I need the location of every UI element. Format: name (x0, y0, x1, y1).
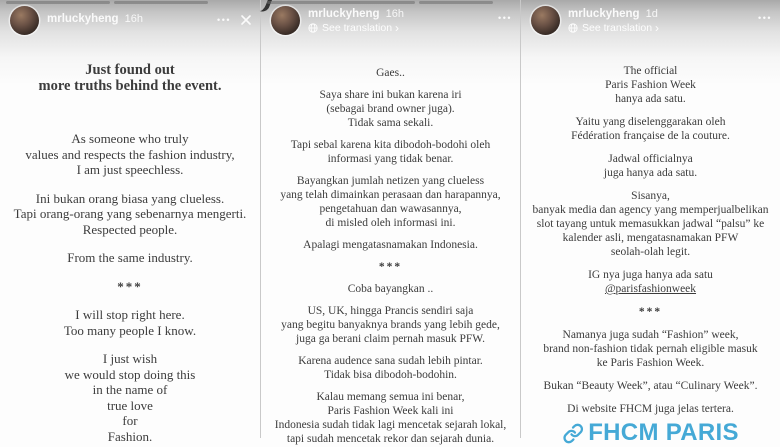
story-paragraph (261, 260, 520, 274)
text-line: yang begitu banyaknya brands yang lebih gede, (281, 319, 500, 331)
text-line: brand non-fashion tidak pernah eligible masuk (543, 343, 758, 355)
text-line: I just wish (102, 351, 158, 366)
avatar[interactable] (10, 6, 39, 35)
more-options-icon[interactable]: ••• (217, 14, 231, 25)
text-line: Fashion. (107, 428, 153, 444)
story-paragraph (521, 402, 780, 416)
text-line: Paris Fashion Week (605, 79, 696, 91)
text-line: Ini bukan orang biasa yang clueless. (35, 190, 225, 206)
progress-segment (114, 1, 208, 4)
fhcm-paris-link-label: FHCM PARIS (588, 419, 739, 446)
text-line: Apalagi mengatasnamakan Indonesia. (303, 239, 478, 251)
text-line: Karena audence sana sudah lebih pintar. (298, 355, 483, 367)
close-icon[interactable] (240, 14, 252, 26)
text-line: Namanya juga sudah “Fashion” week, (562, 329, 739, 341)
text-line: hanya ada satu. (615, 93, 686, 105)
text-line: As someone who truly (71, 131, 189, 146)
text-line: true love (107, 397, 153, 413)
timestamp: 16h (124, 13, 143, 25)
text-line: Paris Fashion Week kali ini (327, 405, 454, 417)
text-line: Yaitu yang diselenggarakan oleh (575, 116, 726, 128)
story-paragraph (521, 189, 780, 259)
text-line: From the same industry. (67, 250, 193, 265)
story-text (521, 40, 780, 416)
story-text (0, 40, 260, 444)
story-paragraph (261, 390, 520, 446)
progress-segment (6, 1, 110, 4)
text-line: Bayangkan jumlah netizen yang clueless (296, 175, 485, 187)
story-paragraph (0, 191, 260, 238)
story-paragraph (261, 138, 520, 166)
text-line: IG nya juga hanya ada satu (588, 269, 713, 281)
story-paragraph (261, 88, 520, 130)
more-options-icon[interactable]: ••• (498, 13, 512, 23)
text-line: pengetahuan dan wawasannya, (319, 203, 462, 215)
progress-segment (419, 1, 493, 4)
fhcm-paris-link-sticker[interactable] (562, 419, 739, 447)
text-line: (sebagai brand owner juga). (326, 103, 455, 115)
text-line: in the name of (92, 382, 168, 397)
see-translation-button[interactable] (308, 22, 404, 34)
username[interactable]: mrluckyheng (308, 8, 380, 20)
story-paragraph (0, 307, 260, 338)
text-line: Too many people I know. (63, 322, 197, 338)
text-line: US, UK, hingga Prancis sendiri saja (307, 305, 474, 317)
mention-link[interactable]: @parisfashionweek (604, 283, 697, 295)
text-line: Jadwal officialnya (608, 153, 693, 165)
text-line: Bukan “Beauty Week”, atau “Culinary Week”. (543, 380, 758, 392)
story-paragraph (0, 131, 260, 178)
story-paragraph (521, 152, 780, 180)
text-line: Indonesia sudah tidak lagi mencetak sejarah lokal, (274, 419, 507, 431)
timestamp: 16h (385, 8, 404, 20)
story-panel-1 (0, 0, 260, 444)
text-line: values and respects the fashion industry, (25, 146, 235, 162)
see-translation-label: See translation (582, 22, 653, 34)
see-translation-label: See translation (322, 22, 393, 34)
text-line: The official (623, 65, 678, 77)
text-line: slot tayang untuk memasukkan jadwal “palsu” ke (536, 218, 765, 230)
chevron-right-icon: › (395, 21, 400, 35)
text-line: Gaes.. (376, 67, 405, 79)
text-line: Just found out (85, 62, 175, 78)
text-line: Di website FHCM juga jelas tertera. (567, 403, 734, 415)
text-line: Tidak sama sekali. (347, 117, 434, 129)
text-line: juga hanya ada satu. (603, 167, 698, 179)
globe-icon (308, 23, 318, 33)
story-paragraph (0, 351, 260, 444)
text-line: Sisanya, (631, 190, 670, 202)
text-line: Saya share ini bukan karena iri (319, 89, 462, 101)
text-line: *** (117, 278, 143, 294)
text-line: Tapi sebal karena kita dibodoh-bodohi oleh (290, 139, 491, 151)
story-paragraph (521, 379, 780, 393)
story-paragraph (261, 282, 520, 296)
timestamp: 1d (645, 8, 658, 20)
text-line: banyak media dan agency yang memperjualbelikan (532, 204, 769, 216)
story-paragraph (521, 305, 780, 319)
story-paragraph (261, 304, 520, 346)
username[interactable]: mrluckyheng (568, 8, 640, 20)
see-translation-button[interactable] (568, 22, 659, 34)
story-progress-bar (267, 1, 514, 4)
text-line: Tidak bisa dibodoh-bodohin. (324, 369, 457, 381)
text-line: Coba bayangkan .. (347, 283, 434, 295)
text-line: more truths behind the event. (38, 78, 222, 94)
text-line: Kalau memang semua ini benar, (316, 391, 465, 403)
text-line: we would stop doing this (64, 366, 196, 382)
text-line: di misled oleh informasi ini. (325, 217, 456, 229)
text-line: tapi sudah mencetak rekor dan sejarah dunia. (286, 433, 495, 445)
text-line: seolah-olah legit. (610, 246, 691, 258)
story-paragraph (261, 66, 520, 80)
avatar[interactable] (271, 6, 300, 35)
progress-segment (267, 1, 415, 4)
link-icon (562, 423, 583, 444)
text-line: juga ga berani claim pernah masuk PFW. (296, 333, 485, 345)
story-header (10, 6, 252, 35)
text-line: for (122, 413, 138, 428)
globe-icon (568, 23, 578, 33)
text-line: *** (638, 306, 663, 318)
story-paragraph (261, 174, 520, 230)
text-line: I will stop right here. (75, 307, 185, 322)
story-paragraph (521, 268, 780, 296)
text-line: yang telah dimainkan perasaan dan harapannya, (280, 189, 501, 201)
story-paragraph (521, 115, 780, 143)
avatar[interactable] (531, 6, 560, 35)
story-paragraph (521, 64, 780, 106)
text-line: Respected people. (82, 221, 178, 237)
story-panel-3 (520, 0, 780, 446)
more-options-icon[interactable]: ••• (758, 13, 772, 23)
story-paragraph (261, 354, 520, 382)
story-paragraph (0, 250, 260, 266)
username[interactable]: mrluckyheng (47, 13, 119, 25)
story-progress-bar (6, 1, 254, 4)
story-panel-2 (260, 0, 520, 445)
text-line: *** (378, 261, 403, 273)
text-line: Tapi orang-orang yang sebenarnya mengerti. (13, 206, 247, 221)
story-header (271, 6, 512, 35)
text-line: kalender asli, mengatasnamakan PFW (562, 232, 739, 244)
story-paragraph (261, 238, 520, 252)
story-header (531, 6, 772, 35)
story-paragraph (521, 328, 780, 370)
text-line: informasi yang tidak benar. (327, 153, 454, 165)
story-text (261, 40, 520, 446)
text-line: Fédération française de la couture. (571, 130, 730, 142)
story-paragraph (0, 62, 260, 94)
chevron-right-icon: › (655, 21, 660, 35)
story-paragraph (0, 279, 260, 295)
text-line: I am just speechless. (76, 162, 184, 177)
text-line: ke Paris Fashion Week. (596, 357, 705, 369)
